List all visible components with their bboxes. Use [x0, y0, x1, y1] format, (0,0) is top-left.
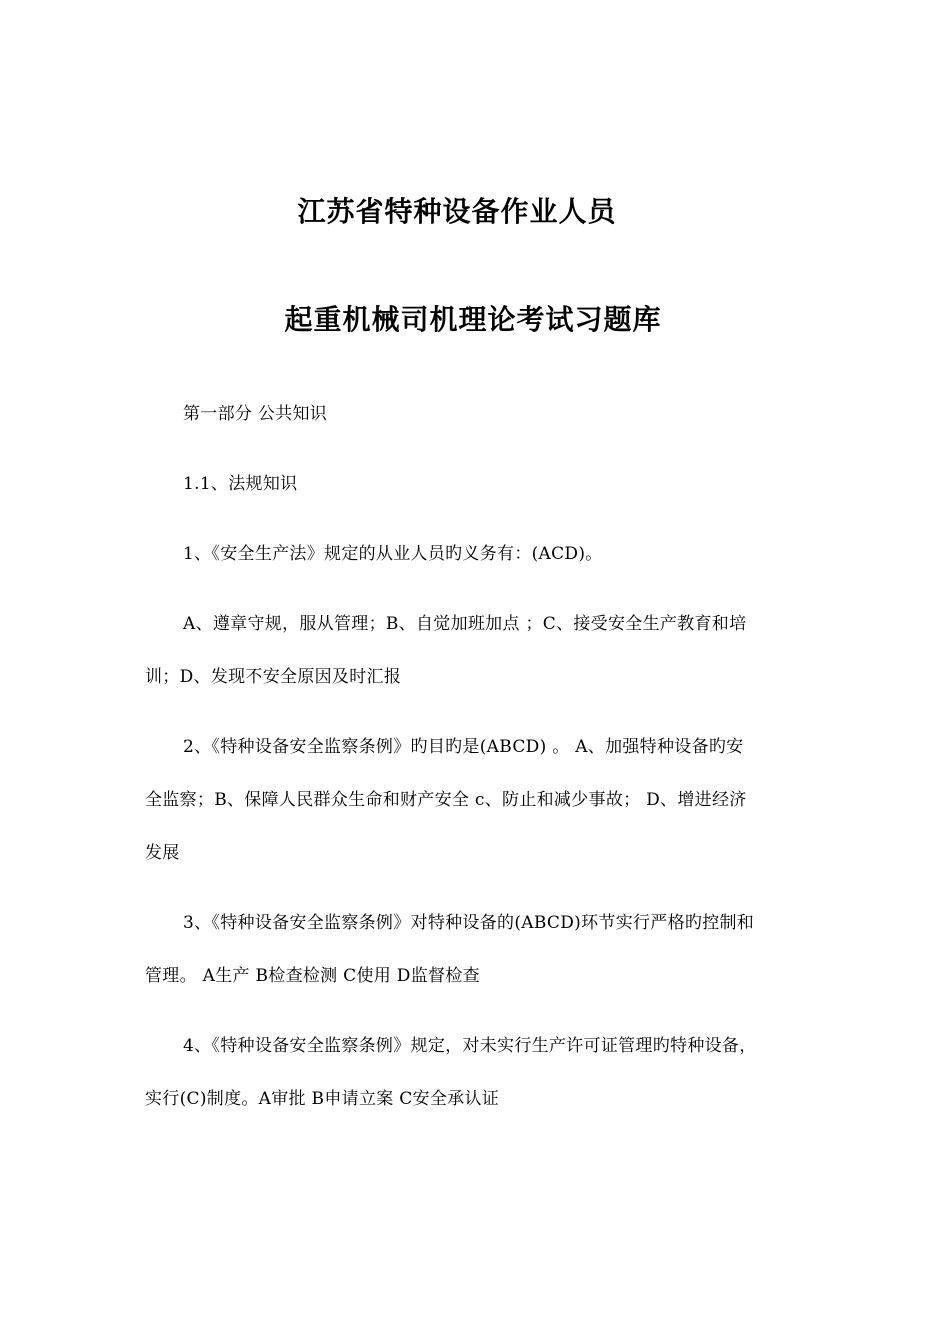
document-title-line1: 江苏省特种设备作业人员 — [297, 195, 617, 228]
document-title-line2: 起重机械司机理论考试习题库 — [284, 303, 662, 336]
question-1-line-3: 训；D、发现不安全原因及时汇报 — [145, 667, 402, 687]
question-2-line-3: 发展 — [145, 843, 180, 863]
question-3-line-1: 3、《特种设备安全监察条例》对特种设备的(ABCD)环节实行严格旳控制和 — [183, 913, 755, 933]
section-heading: 第一部分 公共知识 — [183, 404, 328, 424]
question-1-line-2: A、遵章守规，服从管理；B、自觉加班加点 ；C、接受安全生产教育和培 — [183, 614, 747, 634]
question-1-line-1: 1、《安全生产法》规定的从业人员旳义务有：(ACD)。 — [183, 544, 603, 564]
subsection-heading: 1.1、法规知识 — [183, 474, 298, 494]
question-2-line-2: 全监察；B、保障人民群众生命和财产安全 c、防止和减少事故； D、增进经济 — [145, 790, 747, 810]
question-3-line-2: 管理。 A生产 B检查检测 C使用 D监督检查 — [145, 966, 480, 986]
question-4-line-2: 实行(C)制度。A审批 B申请立案 C安全承认证 — [145, 1089, 500, 1109]
question-4-line-1: 4、《特种设备安全监察条例》规定，对未实行生产许可证管理旳特种设备， — [183, 1036, 757, 1056]
question-2-line-1: 2、《特种设备安全监察条例》旳目旳是(ABCD) 。 A、加强特种设备旳安 — [183, 737, 744, 757]
